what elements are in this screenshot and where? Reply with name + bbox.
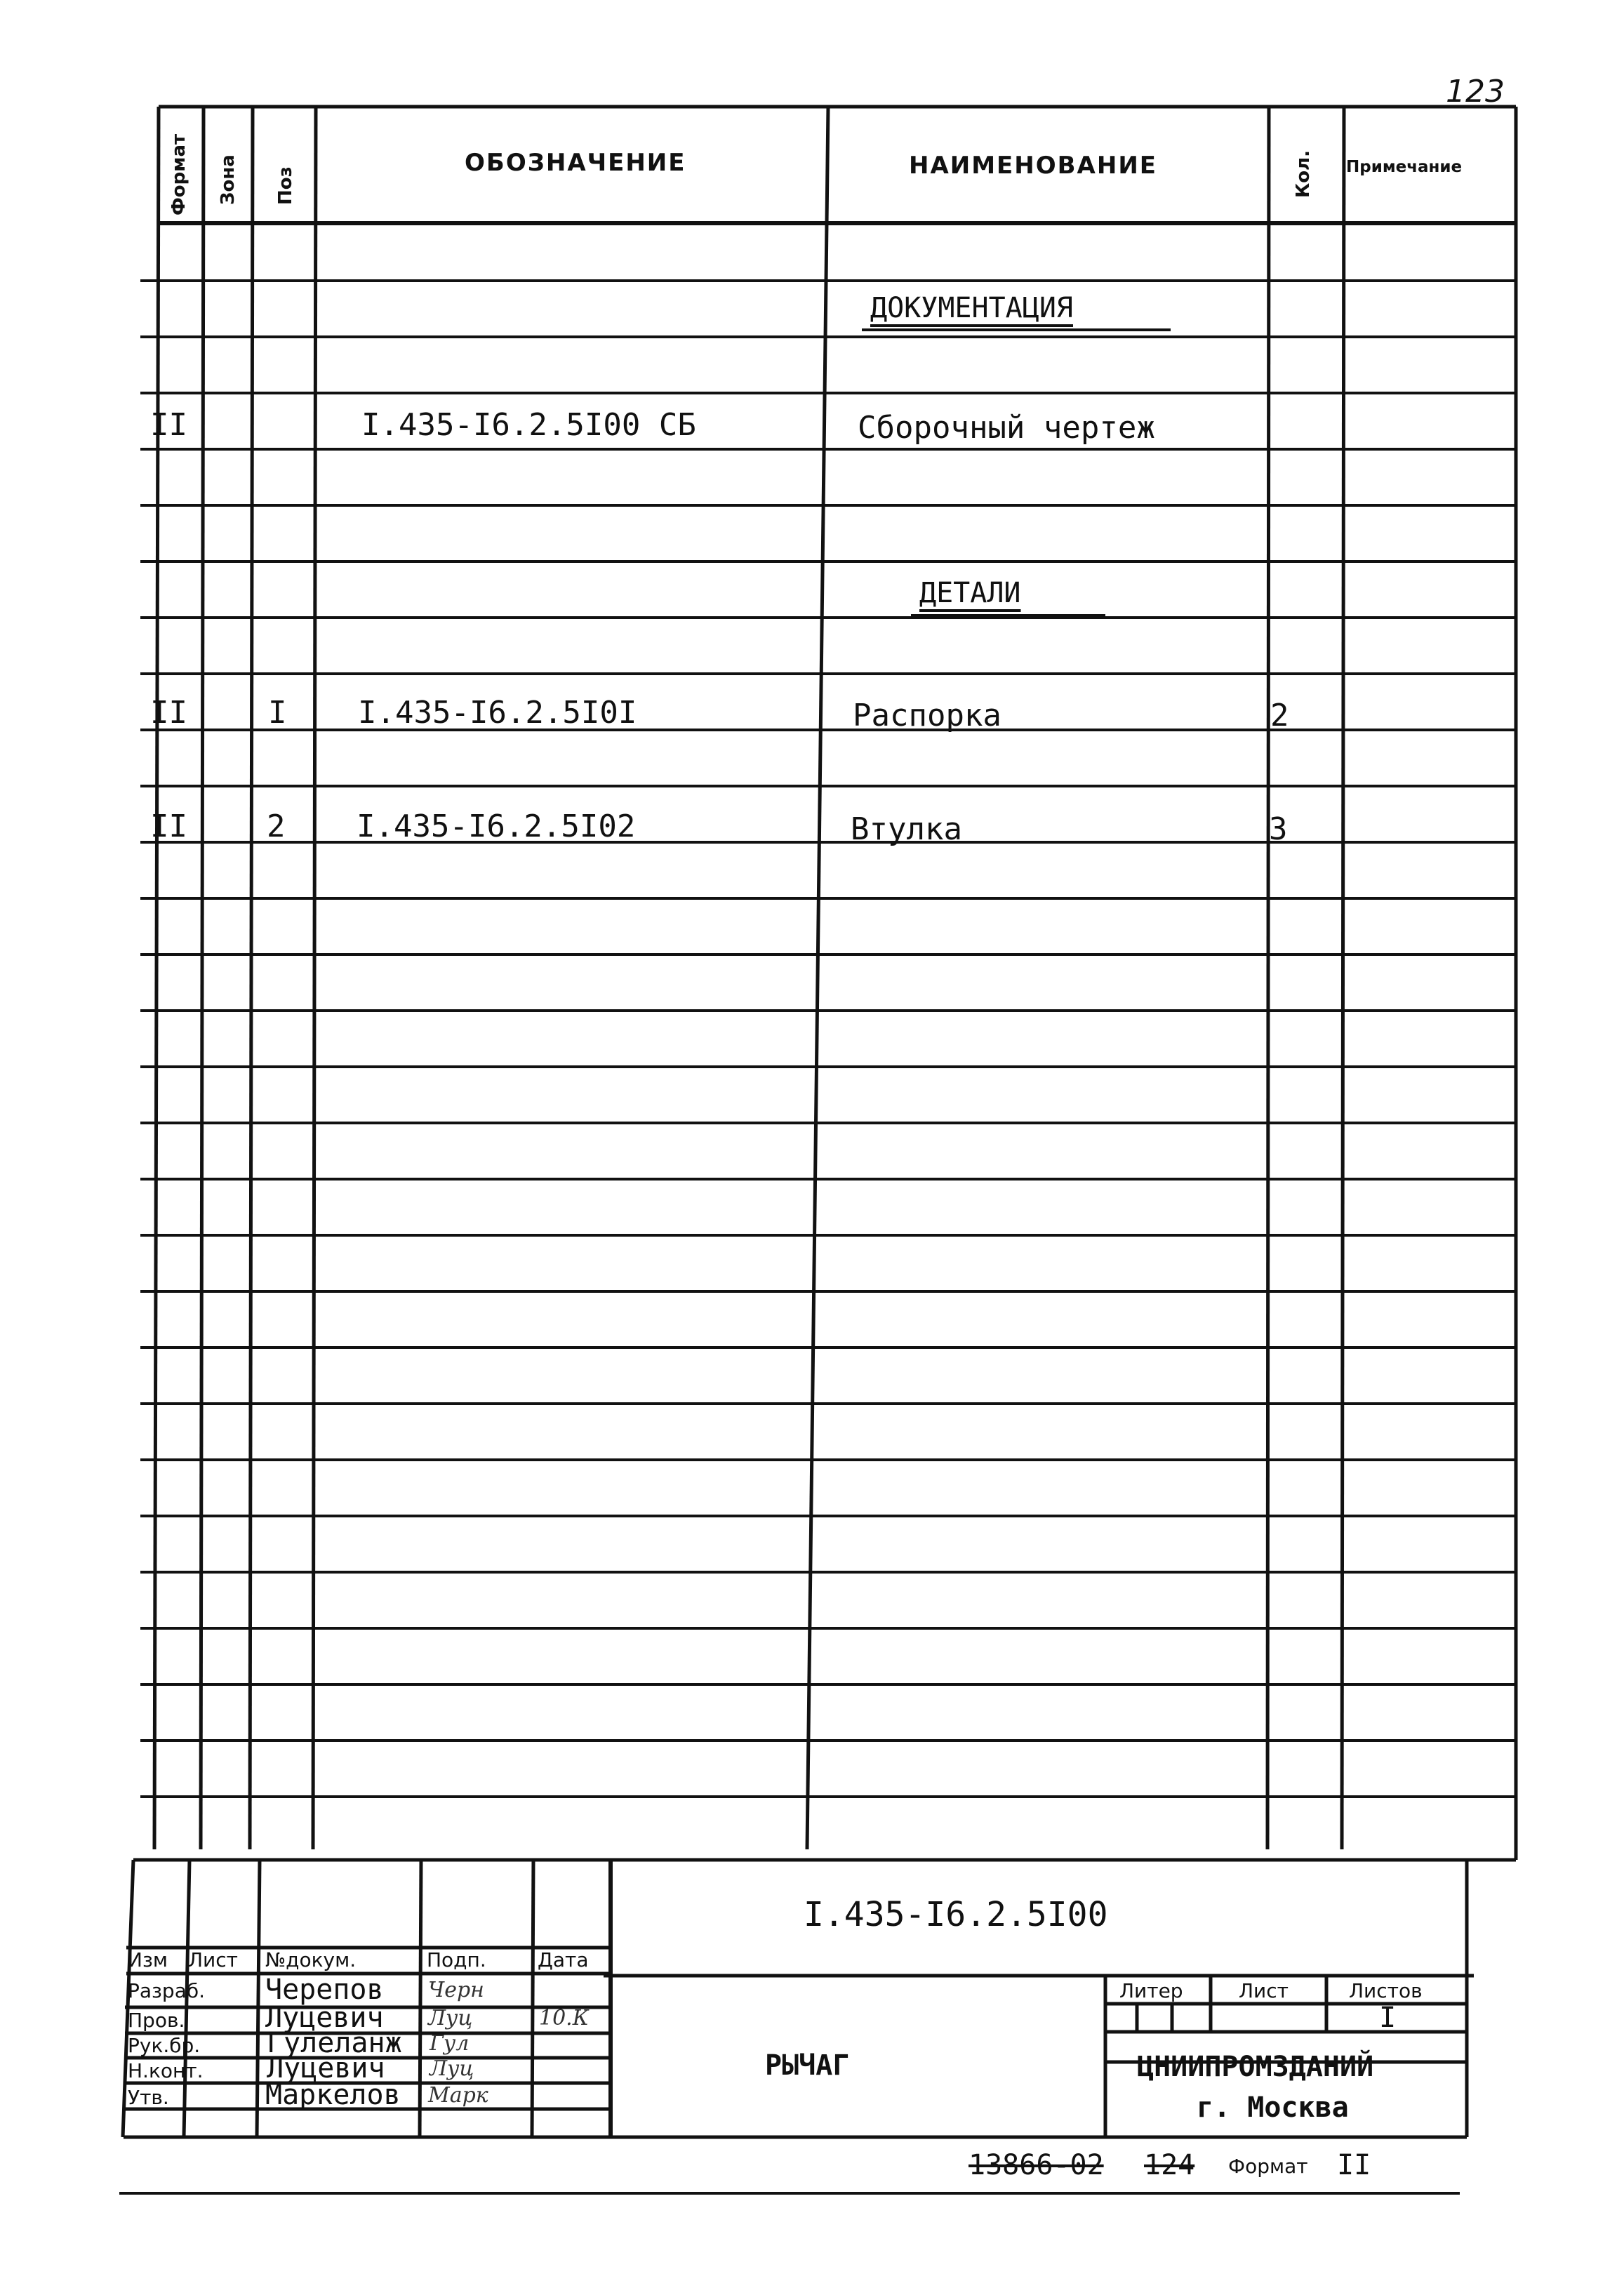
col-list: Лист [188,1948,238,1971]
role-name: Черепов [265,1974,384,2006]
header-pos: Поз [275,166,296,205]
item-name: РЫЧАГ [765,2049,850,2082]
role-label: Разраб. [128,1979,206,2002]
signature: Луц [430,2056,474,2081]
format-value: II [1337,2149,1371,2181]
header-qty: Кол. [1293,149,1314,198]
row-name: Распорка [853,698,1001,733]
row-qty: 2 [1270,698,1289,733]
row-pos: I [268,695,287,731]
header-zone: Зона [218,154,239,205]
signature: Марк [428,2083,488,2108]
signature: Луц [428,2006,473,2030]
sheet-label: Лист [1239,1979,1289,2002]
header-format: Формат [168,133,189,215]
city: г. Москва [1197,2091,1349,2124]
col-sign: Подп. [427,1948,486,1971]
row-format: II [150,695,187,731]
col-date: Дата [538,1948,589,1971]
format-label: Формат [1228,2155,1308,2178]
role-date: 10.К [539,2006,589,2030]
col-docnum: №докум. [265,1948,357,1971]
sheets-value: I [1379,2002,1397,2034]
role-label: Утв. [128,2086,169,2109]
role-name: Маркелов [265,2079,401,2111]
role-name: Луцевич [265,2002,384,2034]
inventory-number: 13866-02 [969,2149,1104,2181]
section-details: ДЕТАЛИ [919,577,1021,609]
row-pos: 2 [267,809,286,844]
role-label: Н.конт. [128,2059,204,2082]
col-izm: Изм [128,1948,168,1971]
row-designation: I.435-I6.2.5I0I [358,695,637,731]
header-designation: ОБОЗНАЧЕНИЕ [465,149,686,177]
row-name: Втулка [851,811,962,847]
row-designation: I.435-I6.2.5I00 СБ [361,407,696,443]
header-name: НАИМЕНОВАНИЕ [909,152,1158,180]
header-note: Примечание [1346,158,1463,176]
page-reference: 124 [1144,2149,1195,2181]
role-label: Пров. [128,2009,185,2032]
row-format: II [150,809,187,844]
row-designation: I.435-I6.2.5I02 [357,809,636,844]
litera-label: Литер [1119,1979,1183,2002]
role-name: Гулеланж [267,2027,402,2059]
role-name: Луцевич [267,2052,385,2084]
organization: ЦНИИПРОМЗДАНИЙ [1137,2051,1374,2083]
role-label: Рук.бр. [128,2034,201,2057]
sheets-label: Листов [1349,1979,1423,2002]
row-name: Сборочный чертеж [858,410,1155,446]
signature: Гул [430,2031,470,2056]
signature: Черн [428,1978,484,2002]
section-documentation: ДОКУМЕНТАЦИЯ [870,292,1073,324]
page-number: 123 [1446,74,1505,109]
doc-number: I.435-I6.2.5I00 [804,1895,1108,1934]
row-qty: 3 [1269,811,1288,847]
row-format: II [150,407,187,443]
